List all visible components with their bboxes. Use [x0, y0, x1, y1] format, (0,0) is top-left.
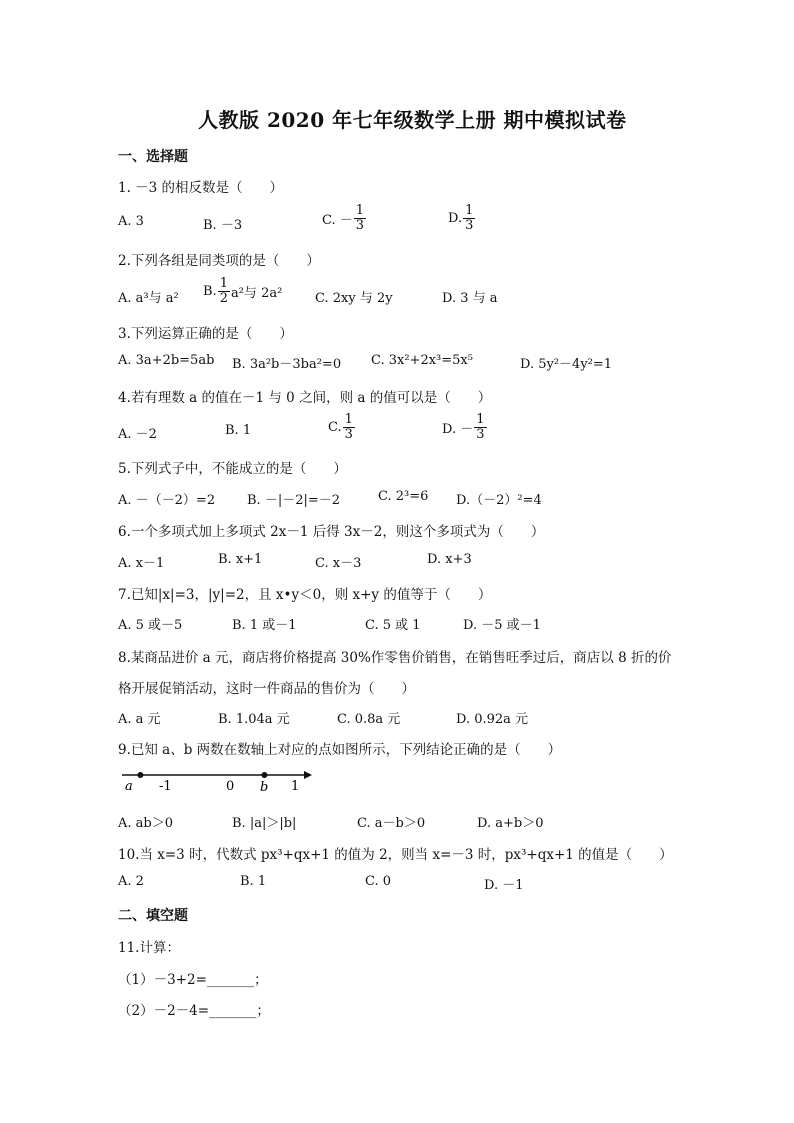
q3-option-c: C. 3x²+2x³=5x⁵	[371, 353, 473, 368]
q4-option-c: C. $\frac{1}{3}$	[328, 412, 353, 442]
q7-option-d: D. －5 或－1	[463, 618, 541, 633]
number-line-figure	[118, 765, 318, 793]
q10-option-c: C. 0	[365, 874, 392, 889]
q5-option-c: C. 2³=6	[378, 489, 429, 504]
fraction: $\frac{1}{3}$	[465, 203, 474, 233]
q9-option-c: C. a－b＞0	[357, 816, 426, 831]
q2-option-c: C. 2xy 与 2y	[315, 291, 393, 306]
q7-option-b: B. 1 或－1	[232, 618, 297, 633]
q5-option-b: B. －|－2|=－2	[247, 493, 341, 508]
label-b: b	[260, 780, 269, 793]
question-10-stem: 10.当 x=3 时，代数式 px³+qx+1 的值为 2，则当 x=－3 时，px³+qx+1 的值是（ ）	[118, 847, 673, 863]
q4-option-a: A. －2	[118, 427, 157, 442]
q5-option-d: D.（－2）²=4	[456, 493, 542, 508]
label-zero: 0	[226, 779, 235, 793]
q8-option-c: C. 0.8a 元	[337, 712, 401, 727]
q6-option-a: A. x－1	[118, 556, 165, 571]
label-one: 1	[291, 779, 300, 793]
q8-option-b: B. 1.04a 元	[218, 712, 290, 727]
point-b	[261, 772, 267, 778]
arrow-icon	[304, 771, 312, 779]
page-title: 人教版 2020 年七年级数学上册 期中模拟试卷	[198, 108, 627, 132]
q4-option-d: D. － $\frac{1}{3}$	[442, 412, 485, 442]
q2-option-d: D. 3 与 a	[442, 291, 498, 306]
q9-option-b: B. |a|＞|b|	[232, 816, 297, 831]
q2-option-b: B. $\frac{1}{2}$ a²与 2a²	[203, 276, 283, 306]
q10-option-a: A. 2	[118, 874, 144, 889]
q3-option-a: A. 3a+2b=5ab	[118, 353, 215, 368]
q11-part-1: （1）－3+2=_______；	[118, 972, 268, 988]
q6-option-c: C. x－3	[315, 556, 362, 571]
q1-option-b: B. －3	[203, 218, 243, 233]
question-11-stem: 11.计算：	[118, 940, 180, 956]
q3-option-b: B. 3a²b－3ba²=0	[232, 357, 342, 372]
question-3-stem: 3.下列运算正确的是（ ）	[118, 326, 293, 342]
question-5-stem: 5.下列式子中，不能成立的是（ ）	[118, 461, 347, 477]
q9-option-d: D. a+b＞0	[477, 816, 544, 831]
fraction: $\frac{1}{3}$	[476, 412, 485, 442]
q11-part-2: （2）－2－4=_______；	[118, 1003, 270, 1019]
q10-option-d: D. －1	[484, 878, 524, 893]
q1-option-d: D. $\frac{1}{3}$	[448, 203, 474, 233]
point-a	[137, 772, 143, 778]
question-6-stem: 6.一个多项式加上多项式 2x－1 后得 3x－2，则这个多项式为（ ）	[118, 524, 545, 540]
fraction: $\frac{1}{3}$	[355, 203, 365, 233]
question-2-stem: 2.下列各组是同类项的是（ ）	[118, 253, 320, 269]
question-7-stem: 7.已知|x|=3，|y|=2，且 x•y＜0，则 x+y 的值等于（ ）	[118, 587, 492, 603]
question-8-stem-line1: 8.某商品进价 a 元，商店将价格提高 30%作零售价销售，在销售旺季过后，商店以 8 折的价	[118, 650, 672, 666]
section-heading-fill: 二、填空题	[118, 908, 188, 924]
q6-option-b: B. x+1	[218, 552, 263, 567]
q5-option-a: A. －（－2）=2	[118, 493, 216, 508]
question-1-stem: 1. －3 的相反数是（ ）	[118, 180, 284, 196]
q4-option-b: B. 1	[225, 423, 252, 438]
q7-option-c: C. 5 或 1	[365, 618, 421, 633]
q2-option-a: A. a³与 a²	[118, 291, 179, 306]
q6-option-d: D. x+3	[427, 552, 472, 567]
question-8-stem-line2: 格开展促销活动，这时一件商品的售价为（ ）	[118, 681, 415, 697]
question-4-stem: 4.若有理数 a 的值在－1 与 0 之间，则 a 的值可以是（ ）	[118, 390, 492, 406]
fraction: $\frac{1}{2}$	[219, 276, 228, 306]
fraction: $\frac{1}{3}$	[344, 412, 353, 442]
section-heading-choice: 一、选择题	[118, 149, 188, 165]
q3-option-d: D. 5y²－4y²=1	[520, 357, 613, 372]
q1-option-a: A. 3	[118, 214, 144, 229]
q8-option-d: D. 0.92a 元	[456, 712, 529, 727]
q8-option-a: A. a 元	[118, 712, 161, 727]
question-9-stem: 9.已知 a、b 两数在数轴上对应的点如图所示，下列结论正确的是（ ）	[118, 742, 562, 758]
label-minus-1: -1	[159, 779, 172, 793]
q1-option-c: C. － $\frac{1}{3}$	[322, 203, 365, 233]
q10-option-b: B. 1	[240, 874, 267, 889]
q9-option-a: A. ab＞0	[118, 816, 173, 831]
q7-option-a: A. 5 或－5	[118, 618, 183, 633]
label-a: a	[125, 779, 133, 793]
